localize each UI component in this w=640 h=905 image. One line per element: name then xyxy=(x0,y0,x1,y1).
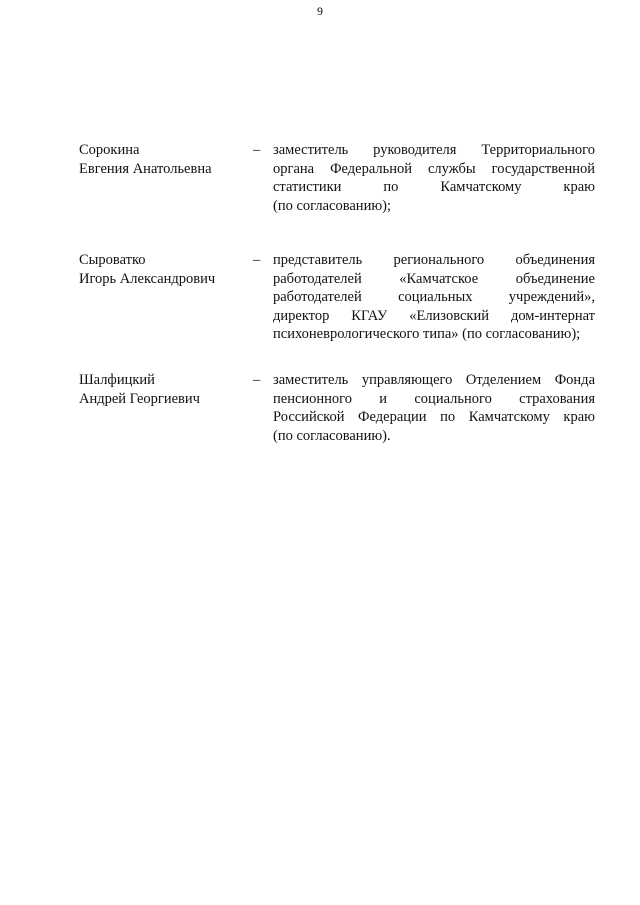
dash-separator: – xyxy=(253,372,261,388)
position-line: директор КГАУ «Елизовский дом-интернат xyxy=(273,307,595,324)
member-position xyxy=(273,251,595,344)
position-line: органа Федеральной службы государственной xyxy=(273,160,595,177)
member-name xyxy=(79,371,249,408)
position-line: психоневрологического типа» (по согласованию); xyxy=(273,326,581,342)
member-position xyxy=(273,371,595,445)
position-line: пенсионного и социального страхования xyxy=(273,390,595,407)
position-line: представитель регионального объединения xyxy=(273,252,595,268)
member-surname: Сыроватко xyxy=(79,252,146,268)
dash-separator: – xyxy=(253,142,261,158)
member-given-names: Андрей Георгиевич xyxy=(79,390,200,407)
position-line: (по согласованию); xyxy=(273,197,392,214)
page-number: 9 xyxy=(317,4,323,18)
position-line: работодателей социальных учреждений», xyxy=(273,289,595,305)
member-given-names: Игорь Александрович xyxy=(79,270,216,287)
member-position xyxy=(273,141,595,215)
position-line: Российской Федерации по Камчатскому краю xyxy=(273,409,595,425)
position-line: статистики по Камчатскому краю xyxy=(273,179,595,195)
position-line: заместитель руководителя Территориального xyxy=(273,142,595,158)
member-surname: Шалфицкий xyxy=(79,372,155,388)
position-line: работодателей «Камчатское объединение xyxy=(273,270,595,287)
member-given-names: Евгения Анатольевна xyxy=(79,160,212,177)
position-line: заместитель управляющего Отделением Фонда xyxy=(273,372,595,388)
position-line: (по согласованию). xyxy=(273,427,391,444)
dash-separator: – xyxy=(253,252,261,268)
member-name xyxy=(79,251,249,288)
member-name xyxy=(79,141,249,178)
member-surname: Сорокина xyxy=(79,142,140,158)
